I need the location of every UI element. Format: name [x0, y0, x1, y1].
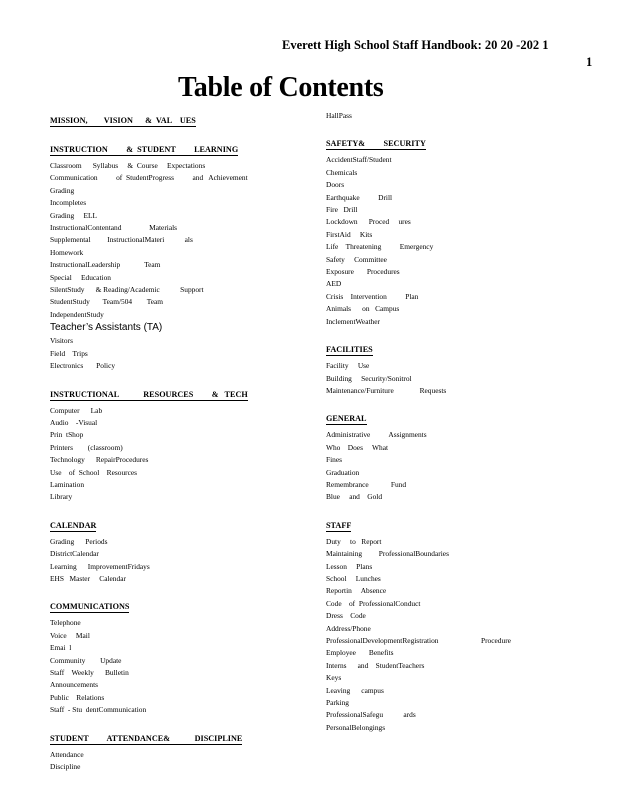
toc-entry[interactable]: PersonalBelongings — [326, 722, 386, 732]
toc-entry[interactable]: Staff Weekly Bulletin — [50, 668, 129, 677]
section-heading: INSTRUCTIONAL RESOURCES & TECH — [50, 389, 248, 399]
toc-entry[interactable]: Technology RepairProcedures — [50, 455, 149, 465]
toc-entry[interactable]: School Lunches — [326, 573, 381, 583]
page-title: Table of Contents — [178, 72, 384, 103]
toc-entry[interactable]: AccidentStaff/Student — [326, 155, 392, 165]
toc-entry[interactable]: Lamination — [50, 479, 85, 489]
toc-entry[interactable]: IndependentStudy — [50, 309, 104, 319]
toc-entry[interactable]: Safety Committee — [326, 254, 387, 264]
toc-entry[interactable]: Learning ImprovementFridays — [50, 561, 150, 571]
toc-entry[interactable]: Code of ProfessionalConduct — [326, 598, 421, 608]
toc-entry[interactable]: Maintaining ProfessionalBoundaries — [326, 549, 449, 559]
toc-section — [326, 133, 576, 328]
toc-entry[interactable]: Teacher’s Assistants (TA) — [50, 322, 163, 334]
toc-section — [326, 339, 576, 397]
toc-entry[interactable]: EHS Master Calendar — [50, 573, 126, 583]
toc-entry[interactable]: Electronics Policy — [50, 361, 116, 371]
toc-entry[interactable]: Parking — [326, 698, 349, 708]
toc-entry[interactable]: Visitors — [50, 336, 73, 346]
section-heading: MISSION, VISION & VAL UES — [50, 116, 196, 125]
toc-entry[interactable]: Emai l — [50, 643, 72, 653]
toc-entry[interactable]: Voice Mail — [50, 630, 90, 640]
toc-entry[interactable]: Grading — [50, 185, 75, 195]
toc-entry[interactable]: SilentStudy & Reading/Academic Support — [50, 285, 204, 295]
toc-entry[interactable]: Blue and Gold — [326, 492, 383, 502]
toc-entry[interactable]: InstructionalContentand Materials — [50, 223, 178, 233]
toc-entry[interactable]: Lockdown Proced ures — [326, 217, 411, 227]
toc-entry[interactable]: Leaving campus — [326, 685, 384, 695]
toc-entry[interactable]: Reportin Absence — [326, 586, 387, 596]
toc-entry[interactable]: Public Relations — [50, 692, 105, 702]
handbook-header: Everett High School Staff Handbook: 20 20 -202 1 — [282, 38, 549, 52]
toc-entry[interactable]: Classroom Syllabus & Course Expectations — [50, 161, 206, 170]
section-heading: SAFETY& SECURITY — [326, 139, 426, 149]
toc-entry[interactable]: Employee Benefits — [326, 648, 394, 658]
page-number: 1 — [586, 55, 593, 69]
toc-entry[interactable]: DistrictCalendar — [50, 549, 99, 559]
toc-section — [50, 515, 312, 586]
toc-entry[interactable]: Building Security/Sonitrol — [326, 373, 412, 383]
toc-left-column — [50, 110, 312, 784]
toc-section — [50, 384, 312, 504]
toc-entry[interactable]: Staff - Stu dentCommunication — [50, 705, 147, 715]
toc-entry[interactable]: Prin tShop — [50, 430, 84, 440]
toc-entry[interactable]: Grading Periods — [50, 536, 108, 546]
toc-entry[interactable]: HallPass — [326, 111, 352, 120]
section-heading: STAFF — [326, 520, 352, 530]
toc-section — [50, 139, 312, 373]
toc-entry[interactable]: InclementWeather — [326, 316, 380, 326]
toc-entry[interactable]: Announcements — [50, 680, 99, 690]
toc-entry[interactable]: Keys — [326, 673, 342, 683]
toc-entry[interactable]: Homework — [50, 247, 84, 257]
toc-entry[interactable]: Library — [50, 492, 73, 502]
toc-entry[interactable]: Dress Code — [326, 611, 366, 621]
toc-entry[interactable]: ProfessionalDevelopmentRegistration Procedure — [326, 636, 511, 645]
toc-entry[interactable]: Chemicals — [326, 167, 358, 177]
toc-entry[interactable]: Interns and StudentTeachers — [326, 660, 425, 670]
toc-section — [326, 408, 576, 503]
toc-entry[interactable]: Life Threatening Emergency — [326, 242, 434, 252]
toc-entry[interactable]: AED — [326, 279, 342, 289]
toc-section — [50, 728, 312, 774]
toc-entry[interactable]: Audio -Visual — [50, 417, 98, 427]
toc-entry[interactable]: Crisis Intervention Plan — [326, 291, 419, 301]
toc-entry[interactable]: Telephone — [50, 618, 81, 628]
toc-entry[interactable]: Maintenance/Furniture Requests — [326, 385, 447, 395]
toc-entry[interactable]: Community Update — [50, 655, 122, 665]
section-heading: INSTRUCTION & STUDENT LEARNING — [50, 145, 239, 154]
toc-entry[interactable]: Earthquake Drill — [326, 192, 393, 202]
toc-entry[interactable]: ProfessionalSafegu ards — [326, 710, 416, 720]
toc-entry[interactable]: Exposure Procedures — [326, 267, 400, 277]
toc-section — [50, 110, 312, 128]
toc-entry[interactable]: Special Education — [50, 272, 111, 282]
toc-entry[interactable]: Attendance — [50, 749, 84, 759]
toc-entry[interactable]: Remembrance Fund — [326, 479, 407, 489]
toc-entry[interactable]: Fire Drill — [326, 205, 358, 215]
toc-entry[interactable]: Doors — [326, 180, 345, 190]
toc-entry[interactable]: Duty to Report — [326, 536, 382, 546]
section-heading: CALENDAR — [50, 520, 97, 530]
toc-entry[interactable]: Animals on Campus — [326, 304, 400, 314]
toc-entry[interactable]: FirstAid Kits — [326, 229, 373, 239]
section-heading: COMMUNICATIONS — [50, 602, 130, 612]
toc-entry[interactable]: Lesson Plans — [326, 561, 373, 571]
toc-entry[interactable]: Grading ELL — [50, 210, 97, 220]
toc-entry[interactable]: Use of School Resources — [50, 467, 138, 477]
toc-entry[interactable]: Fines — [326, 455, 343, 465]
toc-entry[interactable]: Facility Use — [326, 361, 370, 371]
toc-section — [326, 110, 576, 122]
toc-entry[interactable]: Who Does What — [326, 442, 389, 452]
toc-section — [326, 515, 576, 735]
toc-entry[interactable]: Communication of StudentProgress and Achievement — [50, 173, 248, 183]
toc-entry[interactable]: Administrative Assignments — [326, 430, 427, 440]
toc-entry[interactable]: Discipline — [50, 762, 81, 772]
section-heading: STUDENT ATTENDANCE& DISCIPLINE — [50, 733, 243, 743]
toc-entry[interactable]: Printers (classroom) — [50, 442, 123, 452]
toc-entry[interactable]: Graduation — [326, 467, 360, 477]
toc-section — [50, 596, 312, 716]
toc-entry[interactable]: InstructionalLeadership Team — [50, 260, 161, 270]
toc-entry[interactable]: Supplemental InstructionalMateri als — [50, 235, 193, 245]
toc-entry[interactable]: Address/Phone — [326, 623, 371, 633]
toc-entry[interactable]: Computer Lab — [50, 405, 103, 415]
toc-entry[interactable]: Incompletes — [50, 198, 87, 208]
toc-entry[interactable]: Field Trips — [50, 348, 88, 358]
section-heading: GENERAL — [326, 414, 367, 424]
section-heading: FACILITIES — [326, 345, 373, 355]
toc-entry[interactable]: StudentStudy Team/504 Team — [50, 297, 164, 307]
toc-right-column — [326, 110, 576, 745]
